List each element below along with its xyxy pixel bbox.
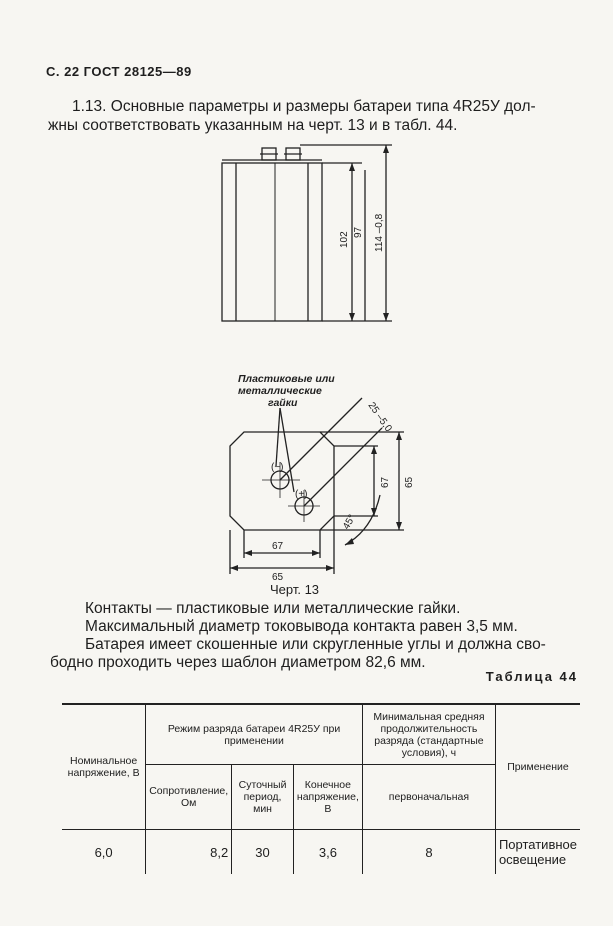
- dim-102: 102: [339, 231, 350, 248]
- table-row: [62, 830, 580, 875]
- minus-label: (−): [271, 462, 284, 473]
- table-caption: Таблица 44: [485, 669, 578, 684]
- plus-label: (+): [295, 489, 308, 500]
- contacts-line-1: Контакты — пластиковые или металлические гайки.: [85, 600, 461, 617]
- nut-label-2: металлические: [238, 385, 322, 397]
- contacts-line-3: Батарея имеет скошенные или скругленные углы и должна сво-: [85, 636, 546, 653]
- battery-top-outline: [230, 432, 334, 530]
- cell-voltage: 6,0: [62, 830, 146, 875]
- cell-period: 30: [232, 830, 294, 875]
- dim-65-vertical: 65: [404, 476, 415, 488]
- intro-line-2: жны соответствовать указанным на черт. 13 и в табл. 44.: [48, 117, 458, 134]
- header-period: Суточный период, мин: [232, 765, 294, 830]
- header-mode: Режим разряда батареи 4R25У при применении: [146, 704, 363, 765]
- dim-114: 114 –0,8: [374, 213, 385, 252]
- header-min-duration: Минимальная средняя продолжительность разряда (стандартные условия), ч: [362, 704, 495, 765]
- nut-label-3: гайки: [268, 397, 298, 409]
- contacts-line-4: бодно проходить через шаблон диаметром 82,6 мм.: [50, 654, 426, 671]
- nut-label-1: Пластиковые или: [238, 373, 335, 385]
- header-final-voltage: Конечное напряжение, В: [293, 765, 362, 830]
- angle-45: 45°: [341, 512, 359, 532]
- dim-67-vertical: 67: [380, 476, 391, 488]
- contacts-paragraph: [50, 600, 580, 672]
- header-initial: первоначальная: [362, 765, 495, 830]
- dim-65-horizontal: 65: [272, 572, 284, 583]
- cell-final-voltage: 3,6: [293, 830, 362, 875]
- cell-initial: 8: [362, 830, 495, 875]
- figure-caption: Черт. 13: [270, 582, 320, 597]
- header-resistance: Сопротивление, Ом: [146, 765, 232, 830]
- page-header: С. 22 ГОСТ 28125—89: [46, 64, 192, 79]
- cell-application: Портативное освещение: [495, 830, 580, 875]
- dim-25: 25 –5,0: [365, 400, 394, 435]
- battery-side-body: [222, 163, 322, 321]
- dim-67-horizontal: 67: [272, 541, 284, 552]
- dim-97: 97: [353, 226, 364, 238]
- contacts-line-2: Максимальный диаметр токовывода контакта равен 3,5 мм.: [85, 618, 518, 635]
- table-44: [62, 703, 580, 874]
- cell-resistance: 8,2: [146, 830, 232, 875]
- header-voltage: Номинальное напряжение, В: [62, 704, 146, 830]
- intro-line-1: 1.13. Основные параметры и размеры батареи типа 4R25У дол-: [72, 98, 536, 115]
- header-application: Применение: [495, 704, 580, 830]
